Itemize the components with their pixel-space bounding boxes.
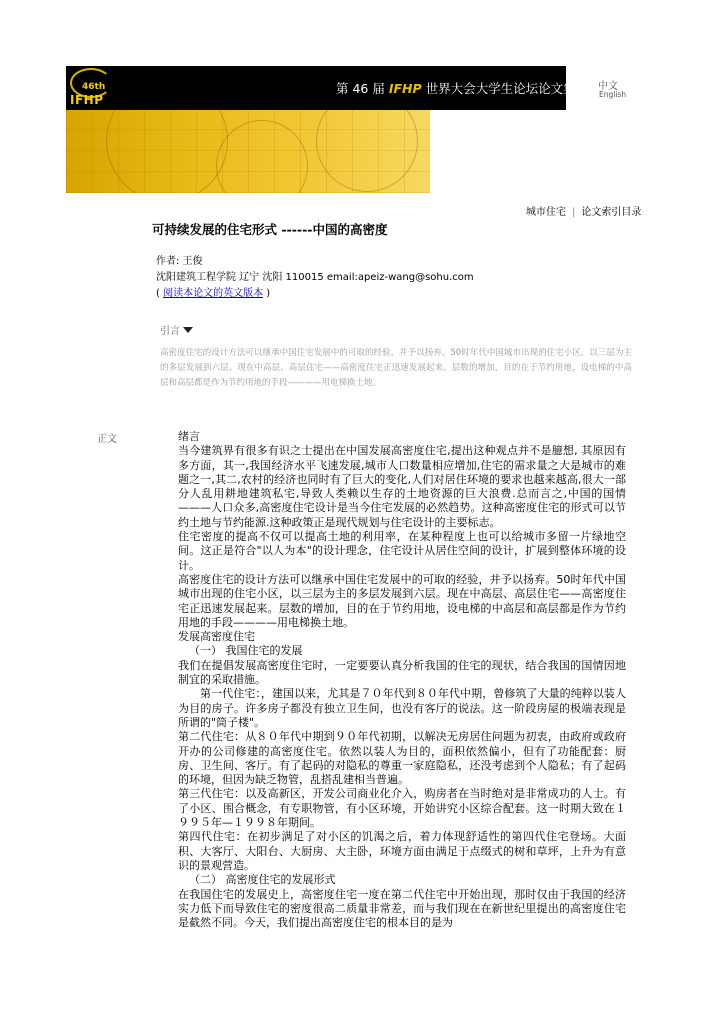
triangle-down-icon [183,327,193,333]
body-paragraph: 高密度住宅的设计方法可以继承中国住宅发展中的可取的经验，并予以扬弃。50时年代中国城市出现的住宅小区，以三层为主的多层发展到六层。现在中高层、高层住宅——高密度住宅正迅速发展起来。层数的增加，目的在于节约用地，设电梯的中高层和高层都是作为节约用地的手段————用电梯换土地。 [178,572,626,629]
lang-chinese-link[interactable]: 中文 [598,81,618,92]
subsection-heading: （一） 我国住宅的发展 [189,644,303,658]
logo-year: 46th [82,82,106,92]
section-heading: 绪言 [178,430,200,443]
article-affiliation: 沈阳建筑工程学院 辽宁 沈阳 110015 email:apeiz-wang@sohu.com [156,272,474,283]
link-open-paren: ( [156,288,164,299]
english-version-link[interactable]: 阅读本论文的英文版本 [163,288,264,299]
body-paragraph: 第三代住宅：以及高新区，开发公司商业化介入，购房者在当时绝对是非常成功的人士。有了小区、围合概念，有专职物管，有小区环境，开始讲究小区综合配套。这一时期大致在１９９５年—１９９８年期间。 [178,787,626,830]
body-paragraph: 当今建筑界有很多有识之士提出在中国发展高密度住宅,提出这种观点并不是臆想, 其原因有多方面，其一,我国经济水平飞速发展,城市人口数量相应增加,住宅的需求量之大是城市的难题之一,其二,农村的经济也同时有了巨大的变化,人们对居住环境的要求也越来越高,很大一部分人乱用耕地建筑私宅,导致人类赖以生存的土地资源的巨大浪费.总而言之,中国的国情———人口众多,高密度住宅设计是当今住宅发展的必然趋势。这种高密度住宅的形式可以节约土地与节约能源.这种政策正是现代规划与住宅设计的主要标志。 [178,444,626,529]
body-paragraph: 我们在提倡发展高密度住宅时，一定要要认真分析我国的住宅的现状，结合我国的国情因地制宜的采取措施。 [178,658,626,687]
abstract-text: 高密度住宅的设计方法可以继承中国住宅发展中的可取的经验，并予以扬弃。50时年代中国城市出现的住宅小区，以三层为主的多层发展到六层。现在中高层、高层住宅——高密度住宅正迅速发展起来。层数的增加，目的在于节约用地，设电梯的中高层和高层都是作为节约用地的手段————用电梯换土地。 [160,348,632,388]
banner-title-suffix: 世界大会大学生论坛论文集 [421,81,576,96]
banner-decoration [66,110,430,193]
body-paragraph: 第二代住宅：从８０年代中期到９０年代初期，以解决无房居住问题为初衷，由政府或政府开办的公司修建的高密度住宅。依然以装人为目的，面积依然偏小，但有了功能配套：厨房、卫生间、客厅。有了起码的对隐私的尊重一家庭隐私，还没考虑到个人隐私；有了起码的环境，但因为缺乏物管，乱搭乱建相当普遍。 [178,730,626,787]
intro-label: 引言 [160,326,180,337]
nav-separator: | [572,207,576,218]
section-heading: 发展高密度住宅 [178,630,255,644]
subsection-heading: （二） 高密度住宅的发展形式 [189,873,336,887]
intro-toggle[interactable] [160,322,193,337]
body-paragraph: 第四代住宅：在初步满足了对小区的饥渴之后，着力体现舒适性的第四代住宅登场。大面积、大客厅、大阳台、大厨房、大主卧，环境方面由满足于点缀式的树和草坪，上升为有意识的景观营造。 [178,830,626,872]
link-close-paren: ) [263,288,271,299]
breadcrumb-nav [526,203,641,218]
decor-ring [106,110,228,193]
body-label: 正文 [97,434,117,445]
banner-title [336,79,576,97]
english-version-line [156,284,270,299]
nav-urban-housing-link[interactable]: 城市住宅 [526,207,566,218]
nav-paper-index-link[interactable]: 论文索引目录 [581,207,642,218]
decor-ring [316,110,418,192]
article-author: 作者: 王俊 [156,256,203,267]
banner-title-ifhp: IFHP [388,81,422,96]
logo-text: IFHP [70,93,104,107]
decor-ring [216,120,308,193]
article-title: 可持续发展的住宅形式 ------中国的高密度 [152,222,388,237]
lang-english-link[interactable]: English [599,90,627,99]
body-paragraph: 第一代住宅：，建国以来，尤其是７０年代到８０年代中期，曾修筑了大量的纯粹以装人为目的房子。许多房子都没有独立卫生间，也没有客厅的说法。这一阶段房屋的极端表现是所谓的"筒子楼"。 [178,687,626,729]
body-paragraph: 住宅密度的提高不仅可以提高土地的利用率，在某种程度上也可以给城市多留一片绿地空间。这正是符合"以人为本"的设计理念，住宅设计从居住空间的设计，扩展到整体环境的设计。 [178,530,626,572]
banner-title-prefix: 第 46 届 [336,81,389,96]
ifhp-logo[interactable] [66,66,116,110]
body-text [178,430,626,930]
body-paragraph: 在我国住宅的发展史上，高密度住宅一度在第二代住宅中开始出现，那时仅由于我国的经济实力低下而导致住宅的密度很高二质量非常差，而与我们现在在新世纪里提出的高密度住宅是截然不同。今天，我们提出高密度住宅的根本目的是为 [178,887,626,930]
